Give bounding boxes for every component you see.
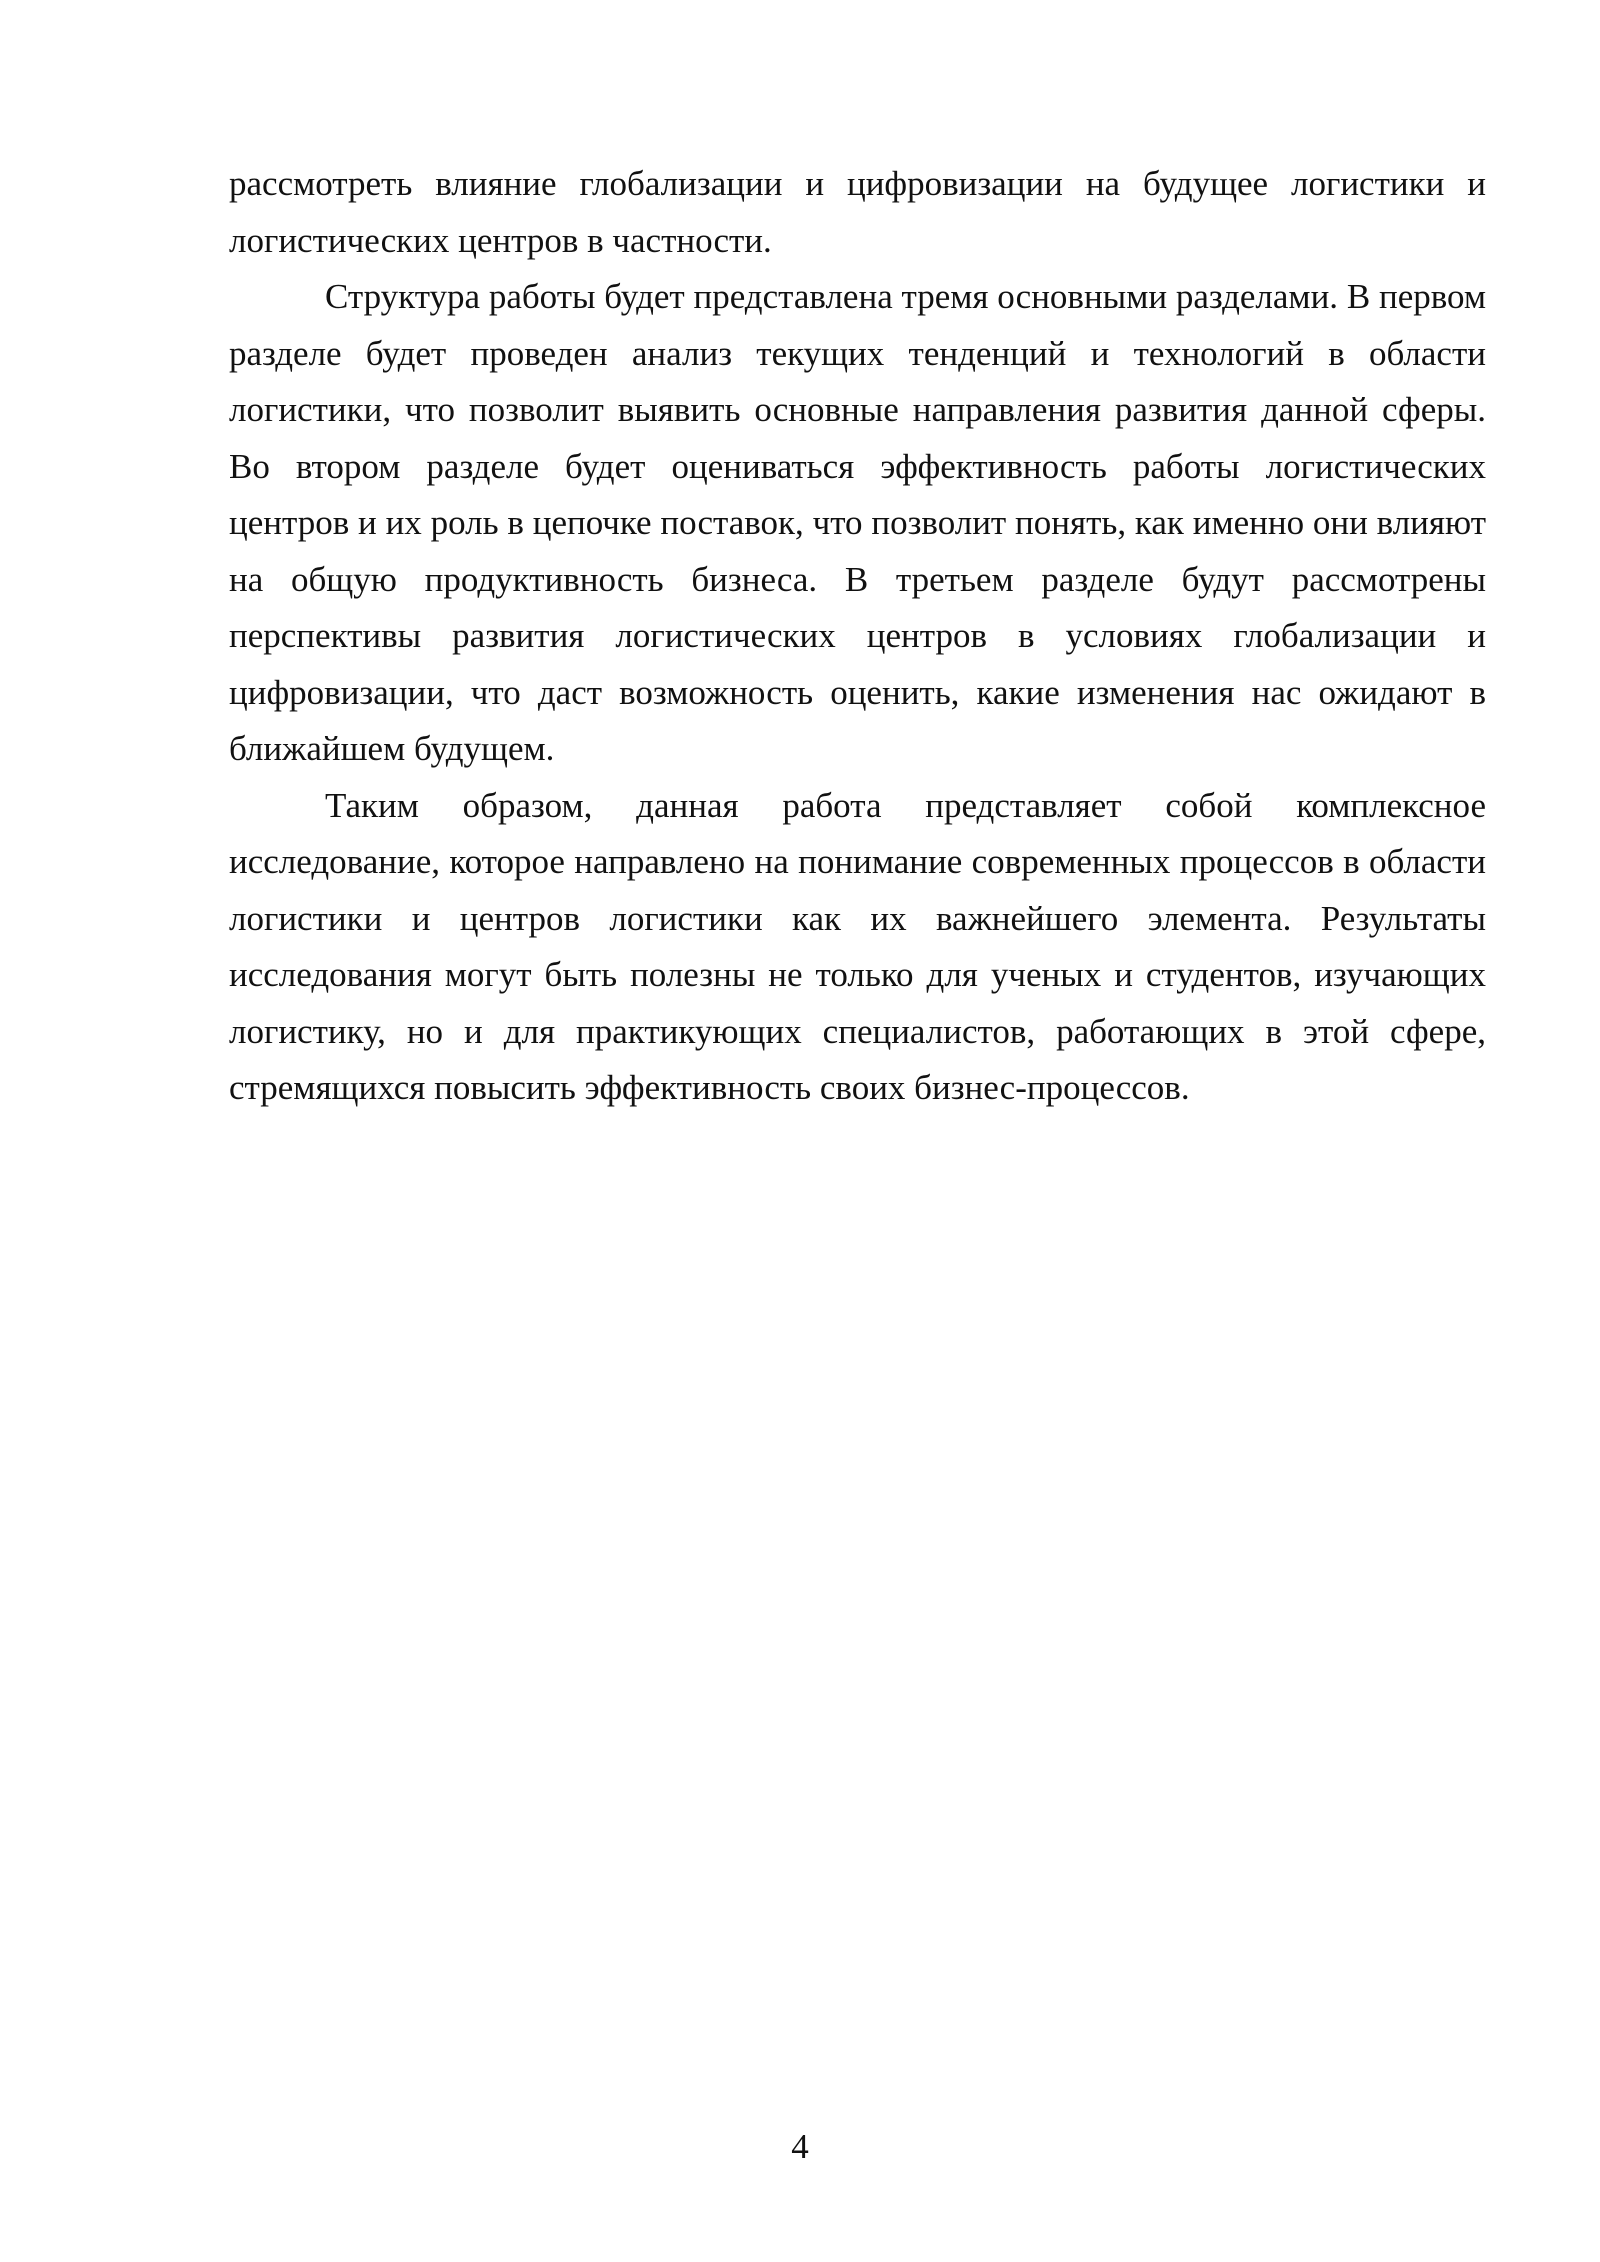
body-text: [229, 156, 1486, 1117]
paragraph-continuation: рассмотреть влияние глобализации и цифровизации на будущее логистики и логистических центров в частности.: [229, 164, 1486, 260]
paragraph-conclusion: Таким образом, данная работа представляет собой комплексное исследование, которое направлено на понимание современных процессов в области логистики и центров логистики как их важнейшего элемента. Результаты исследования могут быть полезны не только для ученых и студентов, изучающих логистику, но и для практикующих специалистов, работающих в этой сфере, стремящихся повысить эффективность своих бизнес-процессов.: [229, 785, 1486, 1107]
page-number: 4: [791, 2127, 809, 2166]
paragraph-structure: Структура работы будет представлена тремя основными разделами. В первом разделе будет проведен анализ текущих тенденций и технологий в области логистики, что позволит выявить основные направления развития данной сферы. Во втором разделе будет оцениваться эффективность работы логистических центров и их роль в цепочке поставок, что позволит понять, как именно они влияют на общую продуктивность бизнеса. В третьем разделе будут рассмотрены перспективы развития логистических центров в условиях глобализации и цифровизации, что даст возможность оценить, какие изменения нас ожидают в ближайшем будущем.: [229, 277, 1486, 768]
